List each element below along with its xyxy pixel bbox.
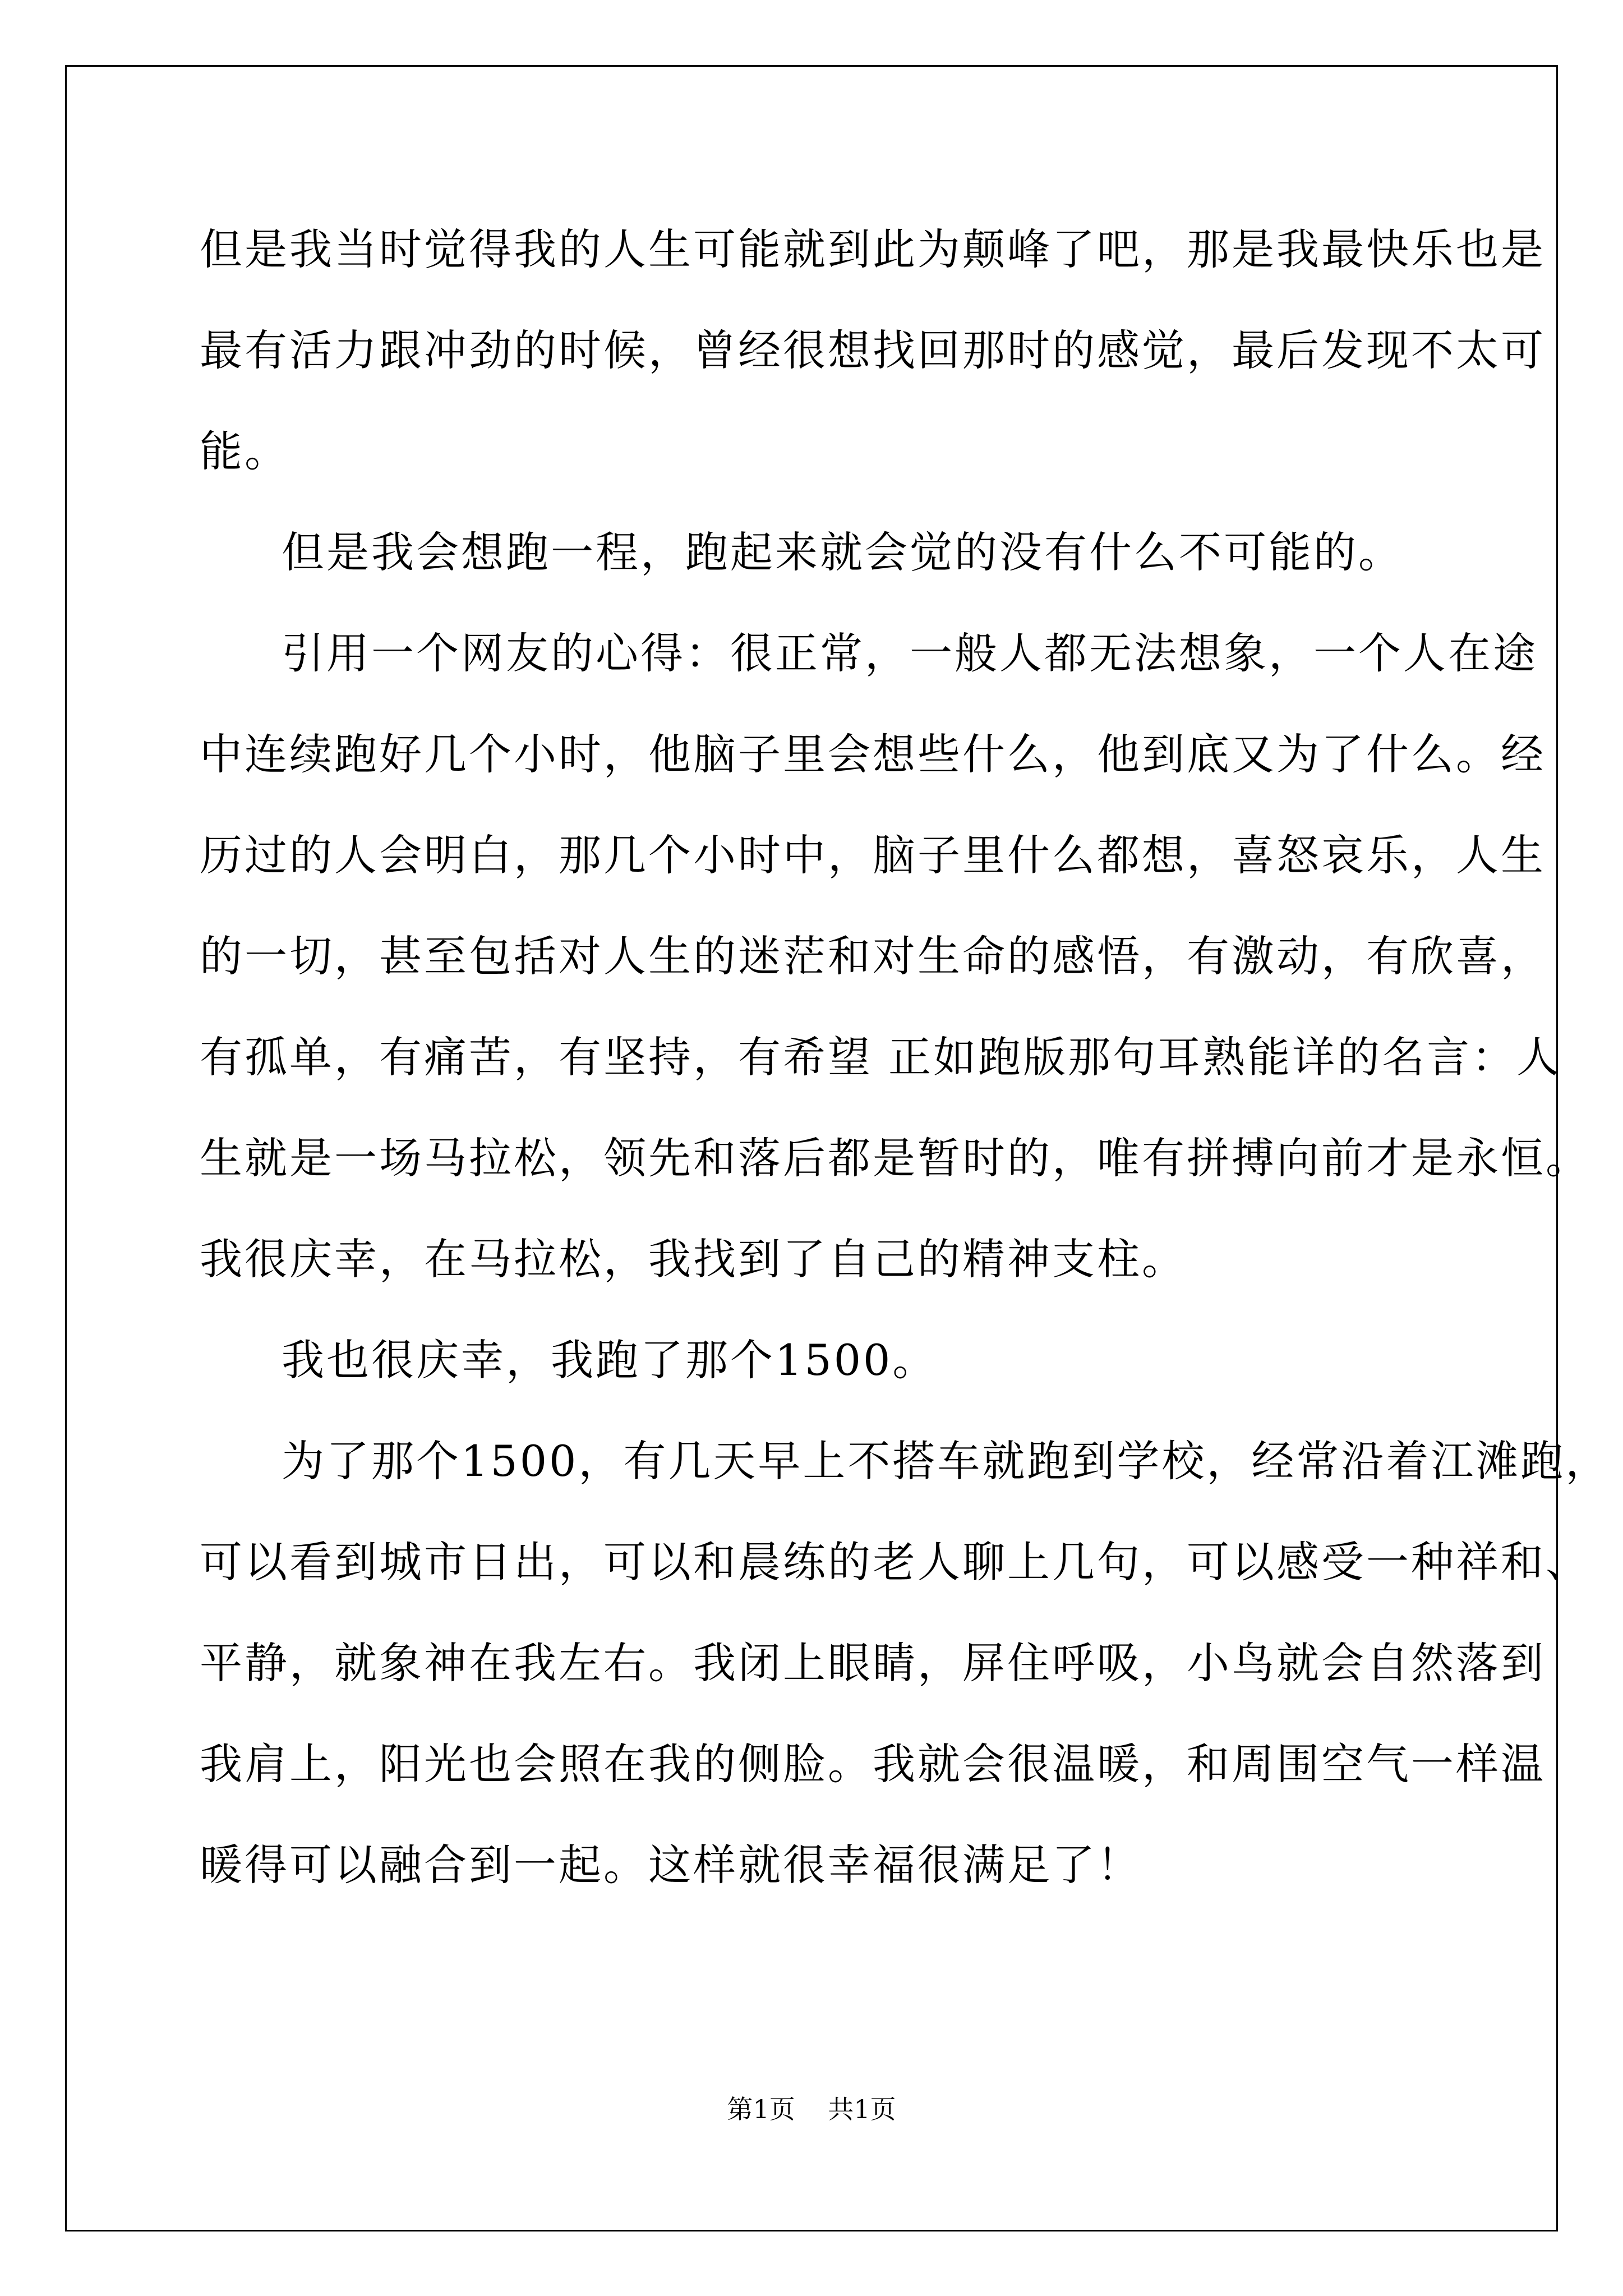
paragraph-first-line: 为了那个1500，有几天早上不搭车就跑到学校，经常沿着江滩跑， — [282, 1436, 1611, 1486]
body-line: 的一切，甚至包括对人生的迷茫和对生命的感悟，有激动，有欣喜， — [200, 931, 1546, 981]
body-line: 最有活力跟冲劲的时候，曾经很想找回那时的感觉，最后发现不太可 — [200, 325, 1546, 375]
body-line: 历过的人会明白，那几个小时中，脑子里什么都想，喜怒哀乐，人生 — [200, 830, 1546, 880]
body-line: 我很庆幸，在马拉松，我找到了自己的精神支柱。 — [200, 1234, 1187, 1284]
body-line: 有孤单，有痛苦，有坚持，有希望 正如跑版那句耳熟能详的名言：人 — [200, 1032, 1562, 1082]
body-line: 我肩上，阳光也会照在我的侧脸。我就会很温暖，和周围空气一样温 — [200, 1739, 1546, 1789]
paragraph-first-line: 但是我会想跑一程，跑起来就会觉的没有什么不可能的。 — [282, 527, 1403, 577]
body-line: 中连续跑好几个小时，他脑子里会想些什么，他到底又为了什么。经 — [200, 729, 1546, 779]
body-line: 生就是一场马拉松，领先和落后都是暂时的，唯有拼搏向前才是永恒。 — [200, 1133, 1590, 1183]
body-line: 能。 — [200, 426, 289, 476]
body-line: 但是我当时觉得我的人生可能就到此为颠峰了吧，那是我最快乐也是 — [200, 224, 1546, 274]
paragraph-first-line: 我也很庆幸，我跑了那个1500。 — [282, 1335, 938, 1385]
body-line: 可以看到城市日出，可以和晨练的老人聊上几句，可以感受一种祥和、 — [200, 1537, 1590, 1587]
body-line: 暖得可以融合到一起。这样就很幸福很满足了！ — [200, 1840, 1142, 1890]
page-number-footer: 第1页 共1页 — [727, 2094, 896, 2124]
paragraph-first-line: 引用一个网友的心得：很正常，一般人都无法想象，一个人在途 — [282, 628, 1538, 678]
body-line: 平静，就象神在我左右。我闭上眼睛，屏住呼吸，小鸟就会自然落到 — [200, 1638, 1546, 1688]
